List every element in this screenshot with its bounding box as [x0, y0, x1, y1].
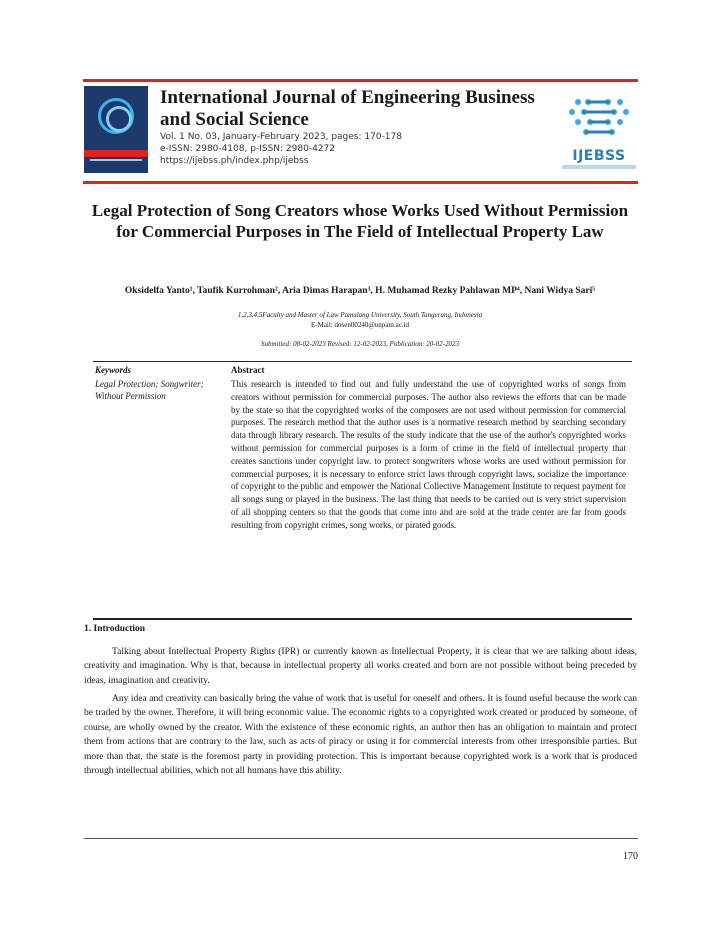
email-address[interactable]: E-Mail: dosen00240@unpam.ac.id — [310, 321, 409, 329]
journal-url[interactable]: https://ijebss.ph/index.php/ijebss — [160, 156, 309, 166]
journal-cover-image — [84, 86, 148, 173]
author-list: Oksidelfa Yanto¹, Taufik Kurrohman², Aria Dimas Harapan³, H. Muhamad Rezky Pahlawan MP⁴, Nani Widya Sari⁵ — [124, 286, 596, 296]
logo-text: IJEBSS — [572, 148, 626, 164]
section-heading-introduction: 1. Introduction — [84, 624, 146, 634]
header-top-rule — [83, 79, 638, 82]
journal-meta — [160, 131, 402, 167]
intro-paragraph-1: Talking about Intellectual Property Rights (IPR) or currently known as Intellectual Property, it is clear that we are talking about ideas, creativity and imagination. Why is that, because in intellectual property all works created and born are not possible without being preceded by ideas, imagination and creativity. — [84, 647, 637, 686]
paper-title: Legal Protection of Song Creators whose Works Used Without Permission for Commercial Purposes in The Field of Intellectual Property Law — [91, 201, 629, 241]
keywords-list: Legal Protection; Songwriter; Without Permission — [95, 379, 204, 401]
page-number: 170 — [623, 851, 638, 862]
abstract-heading: Abstract — [231, 365, 265, 375]
footer-rule — [84, 838, 638, 839]
keywords-heading: Keywords — [95, 365, 131, 375]
header-bottom-rule — [83, 181, 638, 184]
volume-line: Vol. 1 No. 03, January-February 2023, pages: 170-178 — [160, 132, 402, 142]
abstract-bottom-rule — [93, 618, 632, 620]
abstract-body: This research is intended to find out and fully understand the use of copyrighted works of songs from creators without permission for commercial purposes. The author also reviews the efforts that can be made by the state so that the copyrighted works of the composers are not used without permission for commercial purposes. The research method that the author uses is a normative research method by searching secondary data through library research. The results of the study indicate that the use of the author's copyrighted works without permission for commercial purposes is a form of crime in the field of intellectual property that creates sanctions under copyright law. to protect songwriters whose works are used without permission for commercial purposes, it is necessary to enforce strict laws through copyright laws, socialize the importance of copyright to the public and empower the National Collective Management Institute to request payment for all songs sung or played in the business. The last thing that needs to be carried out is very strict supervision of all shopping centers so that the goods that come into and are sold at the trade center are far from goods resulting from copyright crimes, song works, or pirated goods. — [231, 379, 626, 530]
affiliation: 1,2,3,4,5Faculty and Master of Law Pamulang University, South Tangerang, Indonesia — [237, 311, 483, 319]
logo-subtext-bar — [562, 165, 636, 169]
issn-line: e-ISSN: 2980-4108, p-ISSN: 2980-4272 — [160, 144, 335, 154]
intro-paragraph-2: Any idea and creativity can basically bring the value of work that is useful for oneself and others. It is found useful because the work can be traded by the owner. Therefore, it will bring economic value. The economic rights to a copyrighted work created or produced by someone, of course, are wholly owned by the creator. With the existence of these economic rights, an author then has an obligation to maintain and protect them from actions that are contrary to the law, such as acts of piracy or using it for commercial interests from other irresponsible parties. But more than that, the state is the foremost party in providing protection. This is important because copyrighted work is a work that is produced through intellectual abilities, which not all humans have this ability. — [84, 694, 637, 777]
abstract-top-rule — [93, 361, 632, 362]
journal-title: International Journal of Engineering Business and Social Science — [160, 87, 535, 130]
submission-dates: Submitted: 08-02-2023 Revised: 12-02-2023, Publication: 20-02-2023 — [261, 340, 459, 348]
